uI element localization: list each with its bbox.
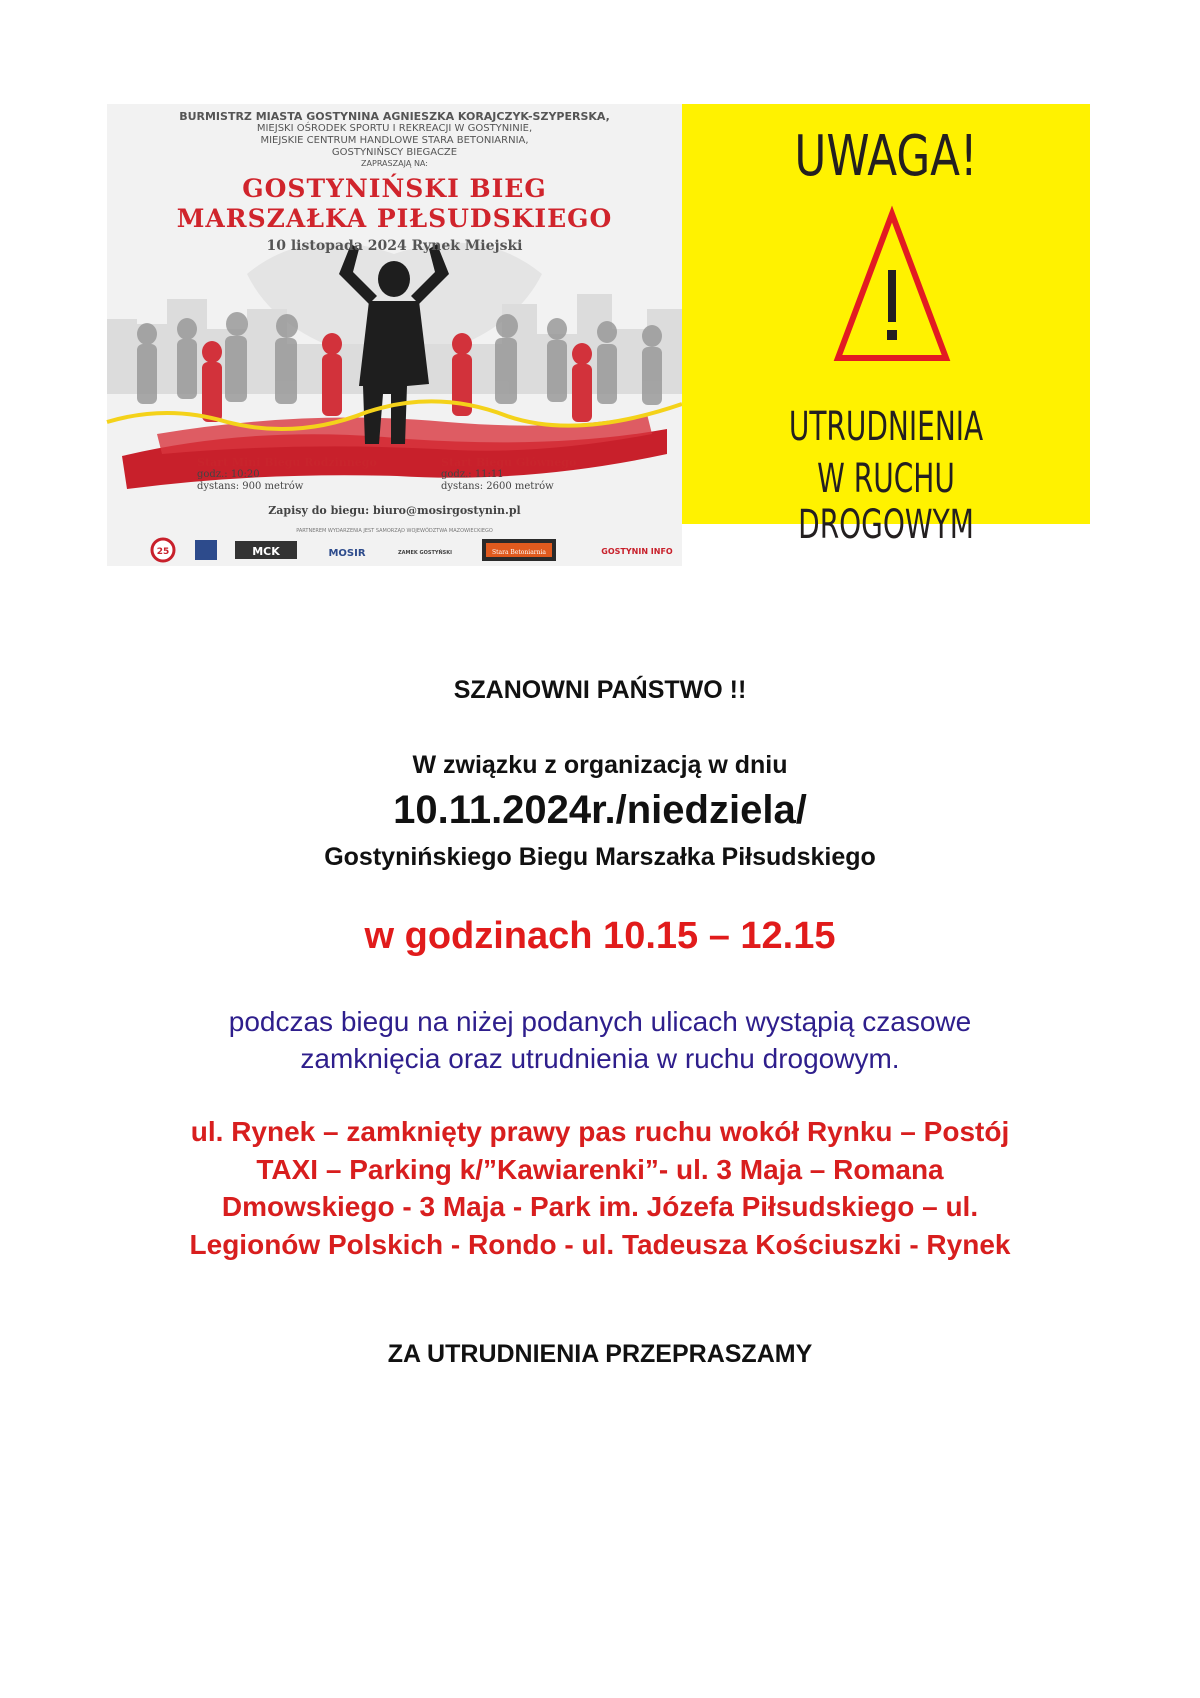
warning-line-1: UTRUDNIENIA <box>788 404 984 450</box>
closing-apology: ZA UTRUDNIENIA PRZEPRASZAMY <box>387 1340 813 1368</box>
route-line-1: ul. Rynek – zamknięty prawy pas ruchu wokół Rynku – Postój <box>190 1116 1010 1147</box>
mini-run-heading: Start Mini Biegu Rodzinnego <box>197 456 377 469</box>
info-line-1: podczas biegu na niżej podanych ulicach wystąpią czasowe <box>228 1006 972 1037</box>
poster-main-run-info <box>441 456 576 493</box>
warning-line-2: W RUCHU DROGOWYM <box>798 456 974 548</box>
poster-organizer-line-2: MIEJSKI OŚRODEK SPORTU I REKREACJI W GOSTYNINIE, <box>256 123 533 134</box>
info-line-2: zamknięcia oraz utrudnienia w ruchu drogowym. <box>300 1043 900 1074</box>
main-run-distance: dystans: 2600 metrów <box>441 481 554 492</box>
poster-artwork <box>107 104 682 534</box>
greeting: SZANOWNI PAŃSTWO !! <box>453 676 747 704</box>
sponsors-caption: PARTNEREM WYDARZENIA JEST SAMORZĄD WOJEWÓDZTWA MAZOWIECKIEGO <box>296 528 493 534</box>
poster-invite: ZAPRASZAJĄ NA: <box>361 159 428 168</box>
warning-title: UWAGA! <box>794 124 978 189</box>
poster-title-line-2: MARSZAŁKA PIŁSUDSKIEGO <box>176 204 613 233</box>
mini-run-time: godz.: 10:20 <box>197 469 260 480</box>
poster-title-line-1: GOSTYNIŃSKI BIEG <box>242 174 547 203</box>
traffic-warning-sign <box>682 104 1090 548</box>
mini-run-distance: dystans: 900 metrów <box>197 481 304 492</box>
sponsor-logo-zamek: ZAMEK GOSTYŃSKI <box>397 550 453 556</box>
poster-signup: Zapisy do biegu: biuro@mosirgostynin.pl <box>268 504 521 517</box>
closure-hours: w godzinach 10.15 – 12.15 <box>364 915 836 957</box>
poster-organizer-line-1: BURMISTRZ MIASTA GOSTYNINA AGNIESZKA KORAJCZYK-SZYPERSKA, <box>179 110 610 123</box>
sponsor-logo-betoniarnia: Stara Betoniarnia <box>491 549 547 556</box>
main-run-time: godz.: 11:11 <box>441 469 504 480</box>
sponsor-logo-mck: MCK <box>252 545 280 558</box>
route-line-2: TAXI – Parking k/”Kawiarenki”- ul. 3 Maja – Romana <box>256 1154 944 1185</box>
main-run-heading: Start Biegu Głównego <box>441 456 577 469</box>
poster-organizer-line-3: MIEJSKIE CENTRUM HANDLOWE STARA BETONIARNIA, <box>260 135 529 146</box>
sponsor-logos <box>107 536 682 564</box>
event-poster <box>107 104 682 566</box>
poster-organizer-line-4: GOSTYNIŃSCY BIEGACZE <box>331 147 458 158</box>
sponsor-logo-gostynin-info: GOSTYNIN INFO <box>601 547 673 556</box>
intro-text: W związku z organizacją w dniu <box>412 751 788 779</box>
sponsor-logo-25: 25 <box>156 547 170 557</box>
route-line-3: Dmowskiego - 3 Maja - Park im. Józefa Piłsudskiego – ul. <box>221 1191 979 1222</box>
poster-mini-run-info <box>197 456 377 493</box>
poster-date-place: 10 listopada 2024 Rynek Miejski <box>266 238 523 254</box>
warning-triangle-icon <box>832 208 952 368</box>
route-line-4: Legionów Polskich - Rondo - ul. Tadeusza Kościuszki - Rynek <box>189 1229 1011 1260</box>
event-name: Gostynińskiego Biegu Marszałka Piłsudskiego <box>324 843 876 871</box>
event-date: 10.11.2024r./niedziela/ <box>393 788 807 832</box>
sponsor-logo-mosir: MOSIR <box>328 548 366 559</box>
